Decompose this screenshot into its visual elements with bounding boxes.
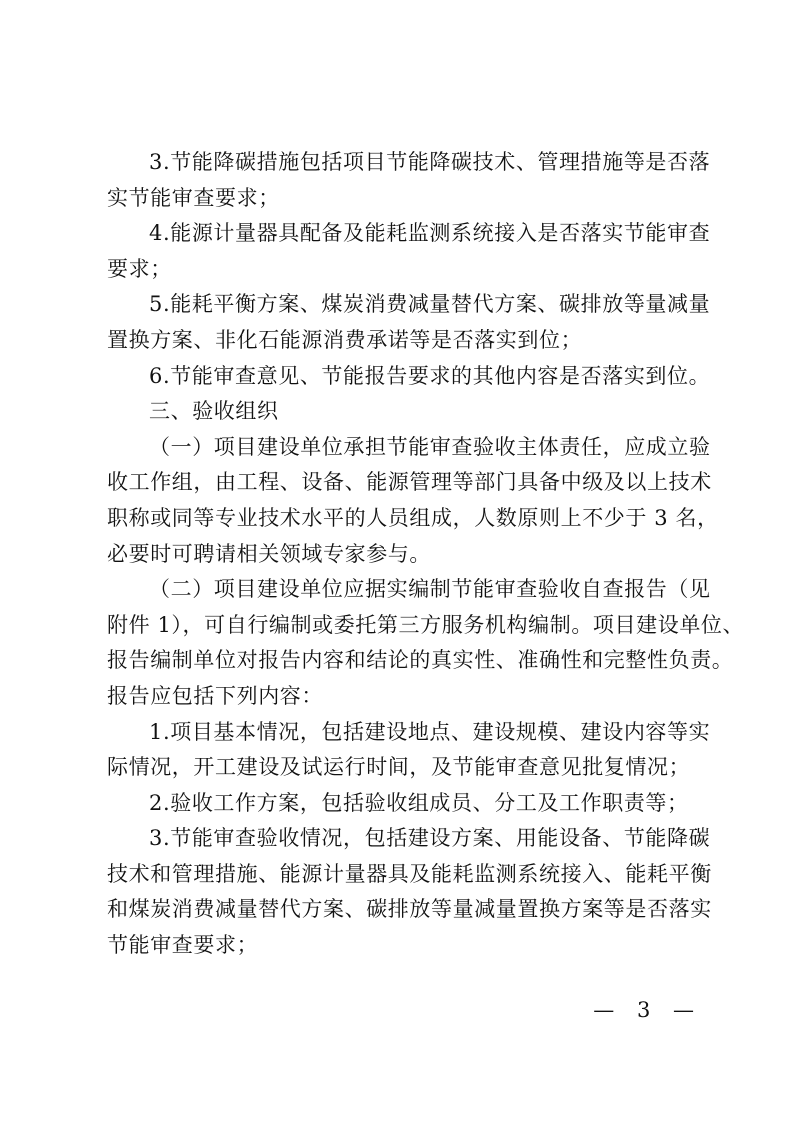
- paragraph: [107, 786, 699, 822]
- paragraph: [107, 821, 712, 963]
- paragraph: [107, 359, 711, 395]
- paragraph: [107, 216, 711, 287]
- paragraph-line: 附件 1），可自行编制或委托第三方服务机构编制。项目建设单位、: [107, 612, 745, 637]
- paragraph-line: （一）项目建设单位承担节能审查验收主体责任，应成立验: [149, 434, 711, 459]
- paragraph-line: 际情况，开工建设及试运行时间，及节能审查意见批复情况；: [107, 755, 691, 780]
- page-number: — 3 —: [593, 998, 702, 1022]
- paragraph: [107, 430, 719, 572]
- paragraph-line: 2.验收工作方案，包括验收组成员、分工及工作职责等；: [149, 790, 689, 815]
- paragraph-line: 6.节能审查意见、节能报告要求的其他内容是否落实到位。: [149, 363, 711, 388]
- paragraph-line: 实节能审查要求；: [107, 185, 280, 210]
- paragraph-line: 职称或同等专业技术水平的人员组成，人数原则上不少于 3 名，: [107, 505, 719, 530]
- paragraph-line: 报告编制单位对报告内容和结论的真实性、准确性和完整性负责。: [107, 648, 734, 673]
- paragraph-line: 1.项目基本情况，包括建设地点、建设规模、建设内容等实: [149, 719, 711, 744]
- paragraph-line: 必要时可聘请相关领域专家参与。: [107, 541, 431, 566]
- paragraph-line: 置换方案、非化石能源消费承诺等是否落实到位；: [107, 327, 583, 352]
- paragraph: [107, 287, 711, 358]
- paragraph-line: 5.能耗平衡方案、煤炭消费减量替代方案、碳排放等量减量: [149, 292, 711, 317]
- paragraph-line: 和煤炭消费减量替代方案、碳排放等量减量置换方案等是否落实: [107, 897, 712, 922]
- paragraph-line: 技术和管理措施、能源计量器具及能耗监测系统接入、能耗平衡: [107, 861, 712, 886]
- paragraph-line: 3.节能审查验收情况，包括建设方案、用能设备、节能降碳: [149, 826, 711, 851]
- paragraph-line: 三、验收组织: [149, 399, 279, 424]
- paragraph-line: （二）项目建设单位应据实编制节能审查验收自查报告（见: [149, 577, 711, 602]
- paragraph: [107, 715, 711, 786]
- document-body: [107, 145, 745, 964]
- paragraph-line: 报告应包括下列内容：: [107, 683, 323, 708]
- paragraph-line: 3.节能降碳措施包括项目节能降碳技术、管理措施等是否落: [149, 150, 711, 174]
- paragraph-line: 节能审查要求；: [107, 933, 259, 958]
- paragraph: [107, 145, 711, 216]
- paragraph-line: 要求；: [107, 256, 172, 281]
- paragraph-line: 收工作组，由工程、设备、能源管理等部门具备中级及以上技术: [107, 470, 712, 495]
- section-heading: [107, 394, 699, 430]
- paragraph: [107, 572, 745, 714]
- paragraph-line: 4.能源计量器具配备及能耗监测系统接入是否落实节能审查: [149, 221, 711, 246]
